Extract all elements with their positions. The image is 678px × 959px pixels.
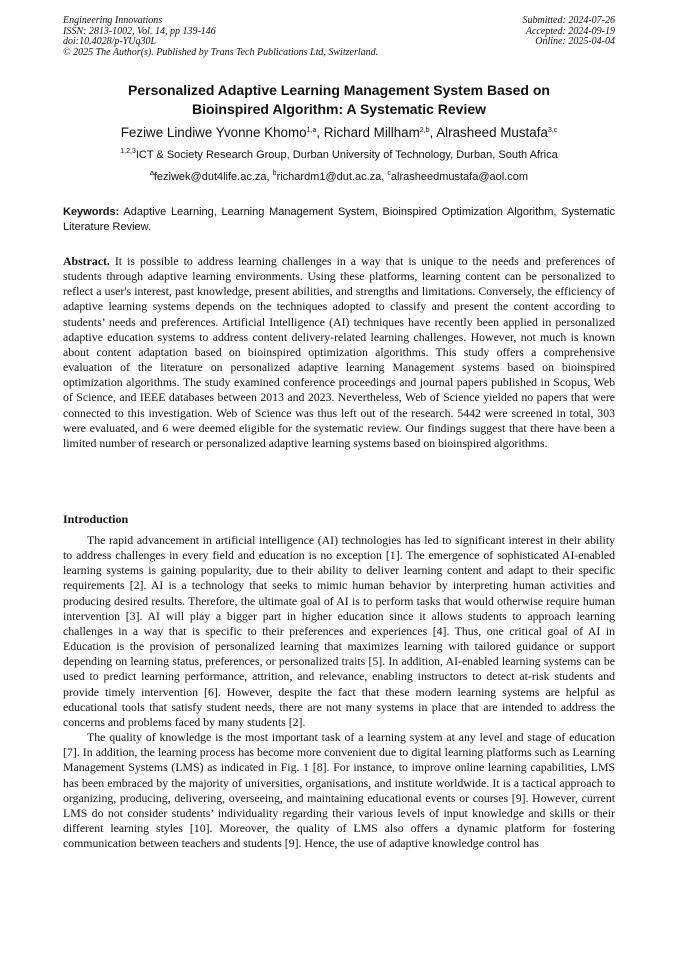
email-separator: ,	[266, 171, 273, 183]
abstract-section	[63, 254, 615, 451]
author-separator: ,	[316, 125, 324, 140]
journal-name: Engineering Innovations	[63, 15, 163, 26]
author-name: Alrasheed Mustafa	[436, 125, 548, 140]
author-superscript: 2,b	[419, 127, 430, 134]
doi-line: doi:10.4028/p-YUq30L	[63, 36, 157, 47]
email-address: richardm1@dut.ac.za	[276, 171, 382, 183]
issn-line: ISSN: 2813-1002, Vol. 14, pp 139-146	[63, 25, 216, 37]
author-list	[63, 124, 615, 142]
keywords-section	[63, 205, 615, 235]
paper-title-line-2: Bioinspired Algorithm: A Systematic Review	[191, 101, 487, 117]
online-date: Online: 2025-04-04	[535, 36, 615, 47]
journal-header-left	[63, 16, 378, 58]
email-address: alrasheedmustafa@aol.com	[390, 171, 529, 183]
affiliation-superscript: 1,2,3	[120, 148, 136, 155]
author-emails	[63, 170, 615, 184]
introduction-paragraph: The rapid advancement in artificial intelligence (AI) technologies has led to significant interest in their ability to address challenges in every field and education is no exception [1]. The emergence of sophisticated AI-enabled learning systems is gaining popularity, due to their ability to deliver learning content and adapt to their specific requirements [2]. AI is a technology that seeks to mimic human behavior by interpreting human activities and producing desired results. Therefore, the ultimate goal of AI is to perform tasks that would otherwise require human intervention [3]. AI will play a bigger part in higher education since it allows students to approach learning challenges in a way that is specific to their preferences and experiences [4]. Thus, one critical goal of AI in Education is the provision of personalized learning that maximizes learning with tailored guidance or support depending on learning status, preferences, or personalized traits [5]. In addition, AI-enabled learning systems can be used to predict learning performance, attrition, and relevance, enabling instructors to detect at-risk students and provide timely intervention [6]. However, despite the fact that these modern learning systems are helpful as educational tools that satisfy student needs, there are not many systems in place that are intended to address the concerns and problems faced by many students [2].	[63, 533, 615, 729]
email-superscript: c	[387, 170, 391, 177]
email-superscript: b	[272, 170, 277, 177]
copyright-line: © 2025 The Author(s). Published by Trans Tech Publications Ltd, Switzerland.	[63, 46, 379, 58]
paper-title	[63, 81, 615, 119]
abstract-text: It is possible to address learning challenges in a way that is unique to the needs and preferences of students through adaptive learning environments. Using these platforms, learning content can be personalized to reflect a user's interest, past knowledge, present abilities, and strengths and limitations. Conversely, the efficiency of adaptive learning systems depends on the techniques adopted to classify and present the content according to students’ needs and preferences. Artificial Intelligence (AI) techniques have recently been applied in personalized adaptive education systems to address content delivery-related learning challenges. However, not much is known about content adaptation based on bioinspired optimization algorithms. This study offers a comprehensive evaluation of the literature on personalized adaptive learning Management systems based on bioinspired optimization algorithms. The study examined conference proceedings and journal papers published in Scopus, Web of Science, and IEEE databases between 2013 and 2023. Nevertheless, Web of Science yielded no papers that were connected to this investigation. Web of Science was thus left out of the research. 5442 were screened in total, 303 were evaluated, and 6 were deemed eligible for the systematic review. Our findings suggest that there have been a limited number of research or personalized adaptive learning systems based on bioinspired algorithms.	[63, 254, 616, 450]
author-name: Richard Millham	[323, 125, 420, 140]
email-separator: ,	[381, 171, 388, 183]
journal-header-right	[523, 16, 616, 48]
email-superscript: a	[149, 170, 154, 177]
keywords-text: Adaptive Learning, Learning Management System, Bioinspired Optimization Algorithm, Systematic Literature Review.	[63, 206, 615, 233]
introduction-paragraph: The quality of knowledge is the most important task of a learning system at any level and stage of education [7]. In addition, the learning process has become more convenient due to digital learning platforms such as Learning Management Systems (LMS) as indicated in Fig. 1 [8]. For instance, to improve online learning capabilities, LMS has been embraced by the majority of universities, organisations, and institute worldwide. It is a tactical approach to organizing, producing, delivering, overseeing, and maintaining educational events or courses [9]. However, current LMS do not consider students’ individuality regarding their various levels of input knowledge and skills or their different learning styles [10]. Moreover, the quality of LMS also offers a dynamic platform for fostering communication between teachers and students [9]. Hence, the use of adaptive knowledge control has	[63, 730, 615, 851]
affiliation-text: ICT & Society Research Group, Durban University of Technology, Durban, South Africa	[135, 149, 558, 161]
affiliation	[63, 148, 615, 162]
author-separator: ,	[429, 125, 437, 140]
introduction-body	[63, 533, 615, 851]
introduction-heading: Introduction	[63, 512, 129, 526]
email-address: feziwek@dut4life.ac.za	[153, 171, 267, 183]
author-superscript: 3,c	[547, 127, 558, 134]
author-superscript: 1,a	[306, 127, 317, 134]
accepted-date: Accepted: 2024-09-19	[525, 25, 615, 37]
keywords-label: Keywords:	[63, 206, 120, 218]
author-name: Feziwe Lindiwe Yvonne Khomo	[120, 125, 307, 140]
submitted-date: Submitted: 2024-07-26	[522, 15, 615, 26]
abstract-label: Abstract.	[63, 254, 110, 268]
paper-title-line-1: Personalized Adaptive Learning Management System Based on	[128, 82, 550, 98]
